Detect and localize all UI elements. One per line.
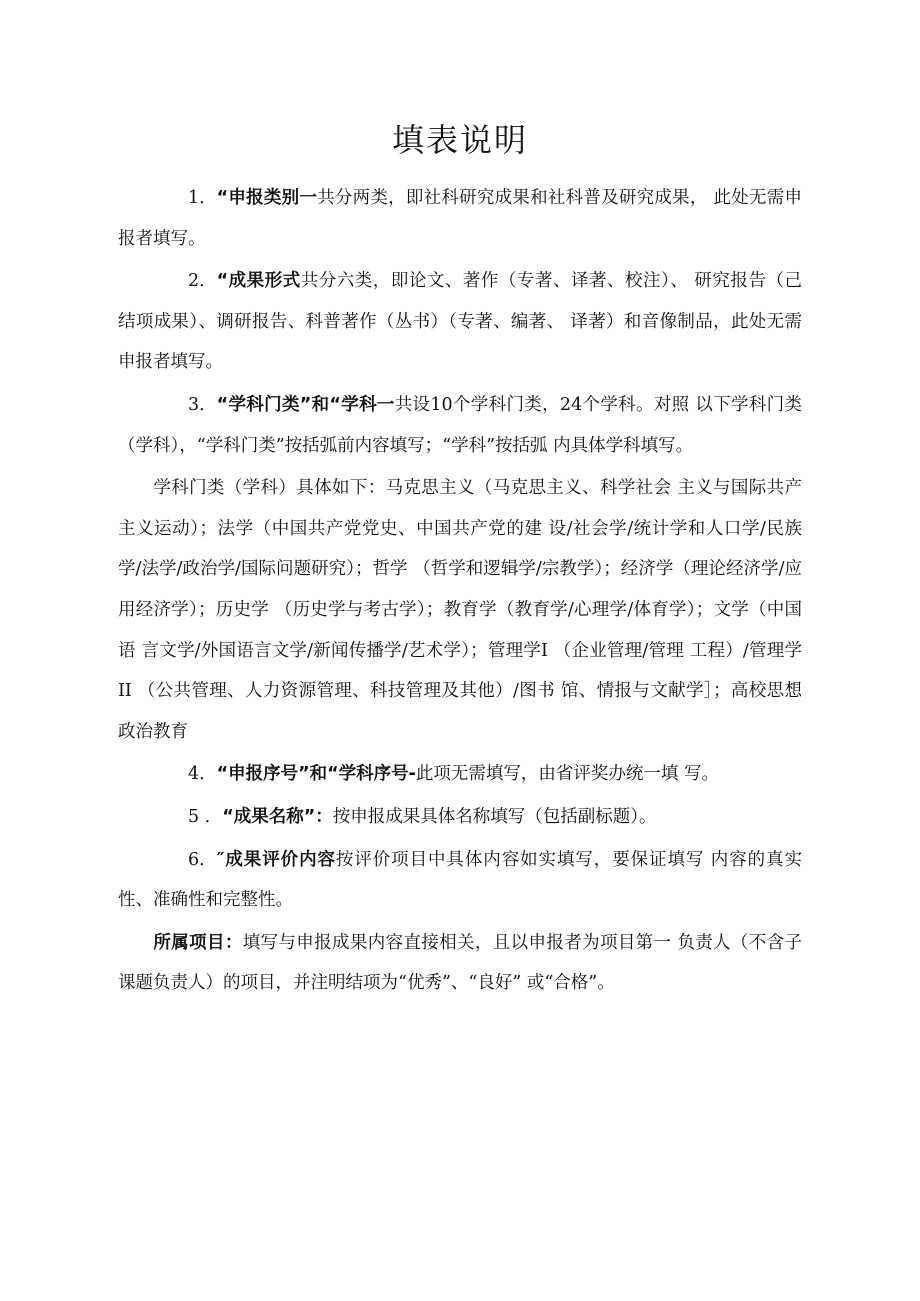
instruction-item-1 xyxy=(118,178,802,259)
item-text: 共分六类，即论文、著作（专著、译著、校注）、 研究报告（己结项成果）、调研报告、科普著作（丛书）（专著、编著、 译著）和音像制品，此处无需申报者填写。 xyxy=(118,271,802,373)
item-text: 共设10个学科门类，24个学科。对照 以下学科门类（学科），“学科门类”按括弧前内容填写；“学科”按括弧 内具体学科填写。 xyxy=(118,394,802,456)
item-heading: “成果形式 xyxy=(216,271,301,292)
instruction-item-6 xyxy=(118,840,802,921)
item-number: 5 ． xyxy=(188,806,223,827)
item-number: 6． xyxy=(188,849,217,870)
item-number: 3． xyxy=(188,394,217,415)
item-heading: “申报类别一 xyxy=(216,188,318,208)
item-heading: “申报序号”和“学科序号- xyxy=(216,764,416,785)
instruction-subject-list xyxy=(118,468,802,752)
instruction-item-4 xyxy=(118,754,802,795)
item-number: 2． xyxy=(188,271,217,292)
item-heading: ″成果评价内容 xyxy=(216,849,336,870)
instructions-body xyxy=(118,178,802,1004)
item-heading: 所属项目： xyxy=(153,932,243,953)
page-title: 填表说明 xyxy=(391,121,528,159)
item-text: 此项无需填写，由省评奖办统一填 写。 xyxy=(415,764,719,785)
item-text: 学科门类（学科）具体如下：马克思主义（马克思主义、科学社会 主义与国际共产主义运动）；法学（中国共产党党史、中国共产党的建 设/社会学/统计学和人口学/民族学/法学/政治学/国际问题研究）；哲学 （哲学和逻辑学/宗教学）；经济学（理论经济学/应用经济学）；历史学 （历史学与考古学）；教育学（教育学/心理学/体育学）；文学（中国语 言文学/外国语言文学/新闻传播学/艺术学）；管理学I （企业管理/管理 工程）/管理学II （公共管理、人力资源管理、科技管理及其他）/图书 馆、情报与文献学］；高校思想政治教育 xyxy=(118,478,802,742)
item-text: 填写与申报成果内容直接相关，且以申报者为项目第一 负责人（不含子课题负责人）的项目，并注明结项为“优秀”、“良好” 或“合格”。 xyxy=(118,932,803,994)
item-heading: “成果名称”： xyxy=(222,806,333,827)
item-heading: “学科门类”和“学科一 xyxy=(216,394,395,415)
item-text: 按评价项目中具体内容如实填写，要保证填写 内容的真实性、准确性和完整性。 xyxy=(118,849,802,911)
instruction-item-3 xyxy=(118,385,802,466)
item-number: 1． xyxy=(188,188,217,208)
instruction-item-5 xyxy=(118,797,802,838)
instruction-related-project xyxy=(118,923,802,1004)
item-text: 共分两类，即社科研究成果和社科普及研究成果， 此处无需申报者填写。 xyxy=(118,188,802,249)
item-number: 4． xyxy=(188,764,217,785)
instruction-item-2 xyxy=(118,261,802,383)
item-text: 按申报成果具体名称填写（包括副标题）。 xyxy=(332,806,657,827)
